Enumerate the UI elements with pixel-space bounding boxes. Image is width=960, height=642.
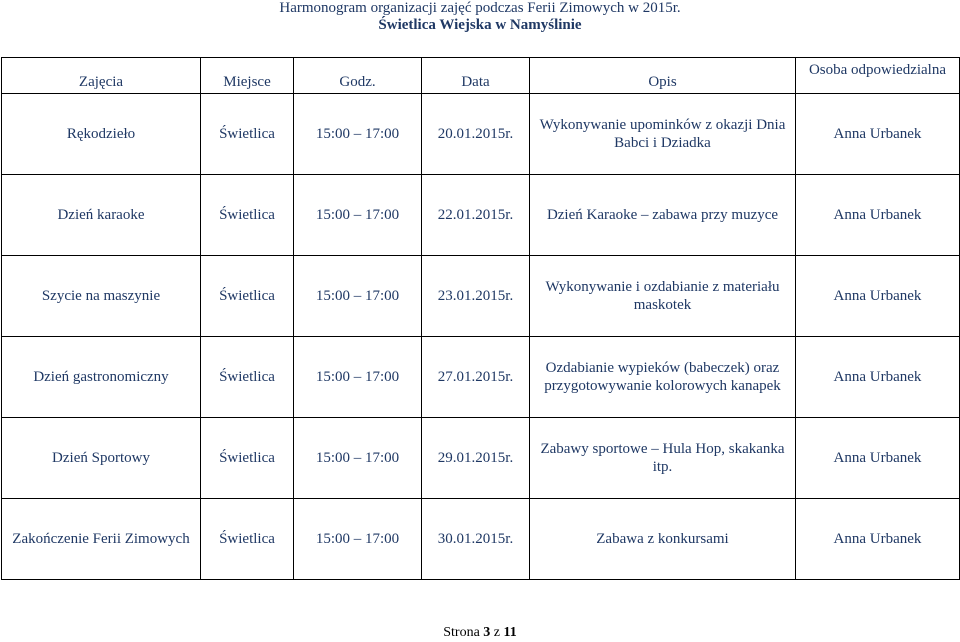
table-row [2,499,960,580]
person-cell: Anna Urbanek [796,337,960,418]
person-cell: Anna Urbanek [796,418,960,499]
description-cell: Ozdabianie wypieków (babeczek) oraz przygotowywanie kolorowych kanapek [530,337,796,418]
place-cell: Świetlica [201,256,294,337]
time-cell: 15:00 – 17:00 [294,94,422,175]
time-cell: 15:00 – 17:00 [294,499,422,580]
table-row [2,418,960,499]
time-cell: 15:00 – 17:00 [294,418,422,499]
time-cell: 15:00 – 17:00 [294,175,422,256]
date-cell: 23.01.2015r. [422,256,530,337]
description-cell: Zabawy sportowe – Hula Hop, skakanka itp. [530,418,796,499]
page-separator: z [490,625,504,640]
column-header-godz: Godz. [294,58,422,94]
table-row [2,175,960,256]
description-cell: Dzień Karaoke – zabawa przy muzyce [530,175,796,256]
person-cell: Anna Urbanek [796,175,960,256]
table-row [2,337,960,418]
page-number-footer [0,625,960,641]
place-cell: Świetlica [201,499,294,580]
document-subtitle: Świetlica Wiejska w Namyślinie [378,17,582,33]
activity-cell: Zakończenie Ferii Zimowych [2,499,201,580]
activity-cell: Dzień karaoke [2,175,201,256]
document-title: Harmonogram organizacji zajęć podczas Ferii Zimowych w 2015r. [279,0,681,16]
page-header [0,0,960,34]
description-cell: Zabawa z konkursami [530,499,796,580]
table-row [2,256,960,337]
person-cell: Anna Urbanek [796,256,960,337]
table-header-row [2,58,960,94]
date-cell: 27.01.2015r. [422,337,530,418]
table-row [2,94,960,175]
total-pages-number: 11 [503,625,517,640]
activity-cell: Dzień Sportowy [2,418,201,499]
date-cell: 30.01.2015r. [422,499,530,580]
page-label: Strona [443,625,484,640]
date-cell: 22.01.2015r. [422,175,530,256]
column-header-zajecia: Zajęcia [2,58,201,94]
place-cell: Świetlica [201,175,294,256]
description-cell: Wykonywanie upominków z okazji Dnia Babci i Dziadka [530,94,796,175]
place-cell: Świetlica [201,94,294,175]
activity-cell: Szycie na maszynie [2,256,201,337]
activity-cell: Rękodzieło [2,94,201,175]
description-cell: Wykonywanie i ozdabianie z materiału maskotek [530,256,796,337]
current-page-number: 3 [483,625,491,640]
person-cell: Anna Urbanek [796,499,960,580]
person-cell: Anna Urbanek [796,94,960,175]
place-cell: Świetlica [201,418,294,499]
date-cell: 29.01.2015r. [422,418,530,499]
place-cell: Świetlica [201,337,294,418]
schedule-table [1,57,960,580]
time-cell: 15:00 – 17:00 [294,337,422,418]
column-header-miejsce: Miejsce [201,58,294,94]
date-cell: 20.01.2015r. [422,94,530,175]
activity-cell: Dzień gastronomiczny [2,337,201,418]
column-header-data: Data [422,58,530,94]
column-header-osoba: Osoba odpowiedzialna [796,58,960,94]
column-header-opis: Opis [530,58,796,94]
time-cell: 15:00 – 17:00 [294,256,422,337]
